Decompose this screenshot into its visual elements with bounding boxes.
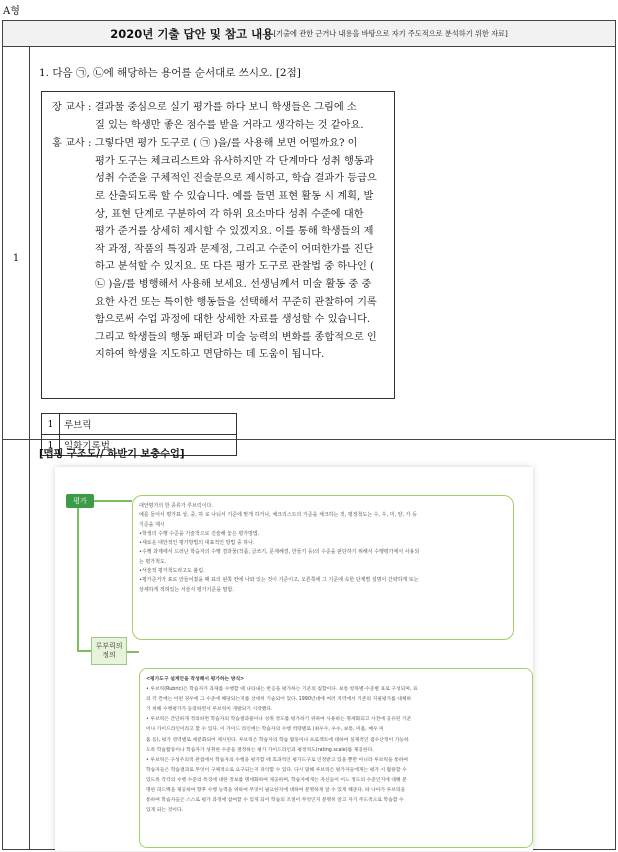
speaker-name: 홍 교사 : (52, 138, 92, 150)
note-line: 학습자들은 학습결과로 무엇이 구체적으로 요구되는지 파악할 수 있다. 다시 말해 루브릭은 평가자들에게는 평가 시 활용할 수 (146, 767, 407, 773)
speech-line: 하고 분석할 수 있지요. 또 다른 평가 도구로 관찰법 중 하나인 ( (95, 261, 375, 273)
note-line: 예를 들어서 평가표 상, 중, 하 로 나눠서 기준에 맞게 하거나, 체크리스트의 기준을 체크하는 것, 평정척도는 수, 우, 미, 양, 가 등 (139, 512, 417, 519)
note-line: 있도록 각각의 수행 수준의 특징에 대한 정보를 명세화하여 제공하며, 학습자에게는 자신들이 어느 정도의 수준인지에 대해 분 (146, 777, 407, 783)
note-line: 대안평가의 한 종류가 루브릭이다. (139, 503, 213, 509)
note-line: 있게 되는 것이다. (146, 808, 184, 814)
map-note-box-rubric-summary (132, 495, 514, 640)
speech-line: ㉡ )을/를 병행해서 사용해 보세요. 선생님께서 미술 활동 중 중 (95, 278, 372, 290)
header-row (3, 21, 615, 47)
node-label-line: 정의 (102, 651, 116, 659)
node-label-line: 루부릭의 (95, 642, 123, 650)
dialogue-passage-box (41, 91, 395, 399)
note-line: •수행 과제에서 드러난 학습자의 수행 결과물(작품, 글쓰기, 문제해결, 만들기 등)의 수준을 판단하기 위해서 수행평가에서 사용되 (139, 549, 420, 556)
answer-row (42, 414, 237, 435)
speech-line: 평가 준거를 상세히 제시할 수 있겠지요. 이를 통해 학생들의 제 (95, 226, 374, 238)
note-line: •학생의 수행 수준을 기술적으로 진술해 놓은 평가방법. (139, 530, 260, 537)
speech-line: 상, 표현 단계로 구분하여 각 하위 요소마다 성취 수준에 대한 (95, 208, 364, 220)
header-title: 2020년 기출 답안 및 참고 내용 (110, 26, 274, 41)
speech-line: 지하여 학생을 지도하고 면담하는 데 도움이 됩니다. (95, 349, 325, 361)
answer-number: 1 (42, 414, 60, 435)
speech-line: 질 있는 학생만 좋은 점수를 받을 거라고 생각하는 것 같아요. (95, 119, 364, 131)
question-title: 1. 다음 ㉠, ㉡에 해당하는 용어를 순서대로 쓰시오. [2점] (39, 67, 301, 79)
speech-line: 그렇다면 평가 도구로 ( ㉠ )을/를 사용해 보면 어떨까요? 이 (94, 138, 358, 150)
map-connector (77, 650, 91, 652)
note-line: 도록 학습활동이나 학습자가 성취한 수준을 결정하는 평가 가이드라인과 평정척도(rating scale)를 제공한다. (146, 747, 374, 753)
speech-line: 결과물 중심으로 실기 평가를 하다 보니 학생들은 그림에 소 (94, 102, 357, 113)
speaker-hong (52, 135, 386, 364)
speaker-name: 장 교사 : (52, 102, 92, 113)
map-note-box-rubric-definition (139, 668, 533, 848)
note-heading: <평가도구 설계안을 작성해서 평가하는 방식> (146, 677, 245, 682)
answer-text: 일화기록법 (60, 435, 237, 456)
map-connector (77, 508, 79, 651)
answer-sheet-table (2, 20, 616, 850)
mapping-section-title: [맵핑 구조도// 하반기 보충수업] (39, 449, 185, 460)
speech-line: 로 산출되도록 할 수 있습니다. 예를 들면 표현 활동 시 계획, 발 (95, 190, 374, 202)
note-line: •새로운 대안적인 평가방법의 대표적인 방법 중 하나. (139, 540, 255, 547)
note-line: • 루브릭은 간단하게 정의하면 학습자의 학습결과물이나 성취 정도를 평가하기 위하여 사용하는 명세화되고 사전에 공유된 기준 (146, 717, 412, 723)
speaker-jang (52, 99, 386, 134)
note-line: •평가준거가 표로 만들어졌을 때 표의 왼쪽 칸에 나와 있는 것이 기준이고, 오른쪽에 그 기준에 속한 단계별 설명이 간략하게 또는 (139, 577, 419, 584)
note-line: 이나 가이드라인이라고 할 수 있다. 이 가이드 라인에는 학습자의 수행 역량별로 (최우수, 우수, 보통, 미흡, 매우 미 (146, 727, 384, 733)
map-connector (127, 651, 139, 653)
note-line: 상세하게 적혀있는 서술식 평가기준을 말함. (139, 586, 234, 593)
speech-line: 성취 수준을 구체적인 진술문으로 제시하고, 학습 결과가 등급으 (95, 173, 377, 185)
mind-map-image (55, 467, 533, 851)
speech-line: 함으로써 수업 과정에 대한 상세한 자료를 생성할 수 있습니다. (95, 314, 371, 326)
page-label: A형 (3, 6, 20, 17)
map-connector (94, 500, 132, 502)
note-line: 명한 피드백을 제공하여 향후 수행 능력을 위하여 무엇이 필요한지에 대하여 분명하게 알 수 있게 해준다. 따 나아가 루브릭을 (146, 788, 406, 794)
note-line: 기 위해 수행평가가 등장하면서 루브릭이 개발되기 시작했다. (146, 707, 273, 713)
note-line: 통하여 학습자들은 스스로 평가 과정에 참여할 수 있게 되어 학습의 조절이 무엇인지 분명히 알고 자기 주도적으로 학습할 수 (146, 798, 404, 804)
note-line: •서술적 평가척도라고도 불림. (139, 568, 205, 575)
note-line: 는 평가척도. (139, 558, 167, 565)
row-number: 1 (12, 253, 20, 264)
note-line: 의 각 칸에는 어떤 경우에 그 수준에 해당되는지를 상세히 기술되어 있다. 1990년대에 여러 지역에서 기존의 지필평가를 대체하 (146, 697, 412, 703)
note-line: 기준을 제시 (139, 521, 165, 528)
header-subtitle: [기출에 관한 근거나 내용을 바탕으로 자기 주도적으로 분석하기 위한 자료] (273, 28, 508, 38)
map-node-evaluation: 평가 (66, 494, 94, 508)
speech-line: 그리고 학생들의 행동 패턴과 미술 능력의 변화를 종합적으로 인 (95, 331, 377, 343)
answer-text: 루브릭 (60, 414, 237, 435)
answer-number: 1 (42, 435, 60, 456)
speech-line: 작 과정, 작품의 특징과 문제점, 그리고 수준이 어떠한가를 진단 (95, 243, 374, 255)
note-line: • 루브릭은 구성주의적 관점에서 학습자의 수행을 평가할 때 효과적인 평가도구로 인정받고 있을 뿐만 아니라 루브릭을 통하여 (146, 757, 409, 763)
speech-line: 평가 도구는 체크리스트와 유사하지만 각 단계마다 성취 행동과 (95, 155, 374, 167)
note-line: 흡 등), 평가 영역별로 세분화되어 제시된다. 루브릭은 학습자의 학습 활동이나 프로젝트에 대하여 실제적인 점수산정이 가능하 (146, 737, 409, 743)
map-node-rubric-definition (91, 637, 127, 665)
number-column-divider (29, 47, 30, 849)
note-line: • 루브릭(Rubric)은 학습자가 과제를 수행할 때 나타내는 반응을 평가하는 기준의 집합이다. 보통 항목별·수준별 표로 구성되며, 표 (146, 687, 418, 693)
speech-line: 요한 사건 또는 특이한 행동들을 선택해서 꾸준히 관찰하여 기록 (95, 296, 377, 308)
